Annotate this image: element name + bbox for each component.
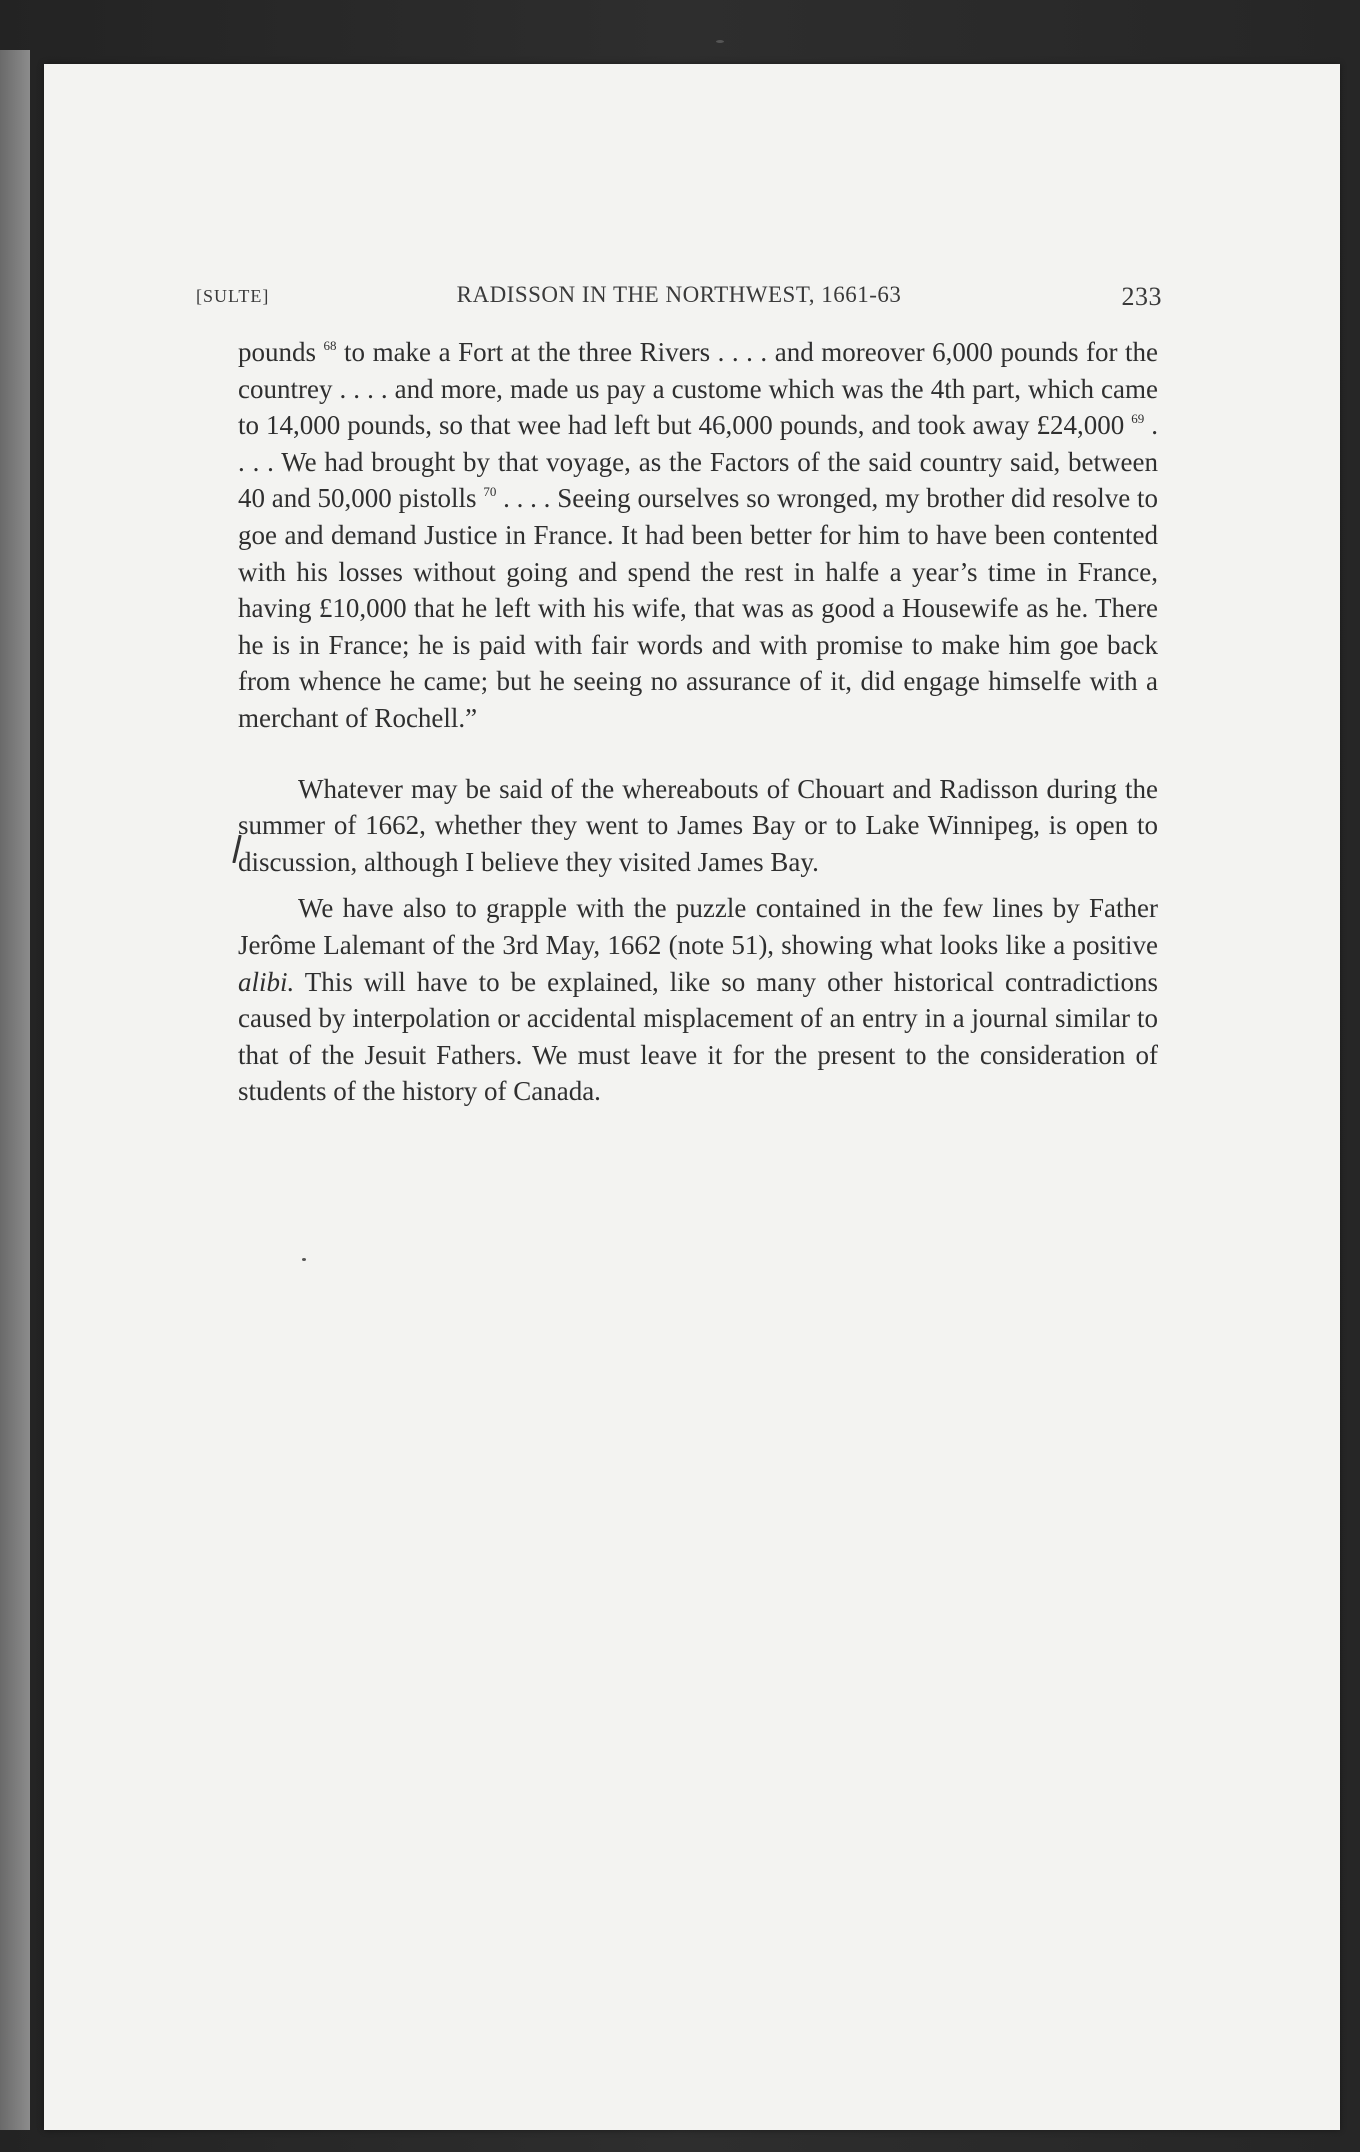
quote-paragraph	[238, 334, 1158, 737]
text-run: We have also to grapple with the puzzle contained in the few lines by Father Jerôme Lalemant of the 3rd May, 1662 (note 51), showing what looks like a positive	[238, 893, 1158, 960]
page-number: 233	[1121, 282, 1162, 311]
paper-speck	[302, 1258, 306, 1261]
text-run: pounds	[238, 337, 324, 367]
footnote-ref-69: 69	[1131, 411, 1145, 427]
facing-page-edge	[0, 50, 30, 2130]
italic-alibi: alibi.	[238, 966, 295, 997]
text-run: Whatever may be said of the whereabouts of Chouart and Radisson during the summer of 1662, whether they went to James Bay or to Lake Winnipeg, is open to discussion, although I believe they visited James Bay.	[238, 773, 1158, 877]
text-run: This will have to be explained, like so many other historical contradictions caused by interpolation or accidental misplacement of an entry in a journal similar to that of the Jesuit Fathers. We must leave it for the present to the consideration of students of the history of Canada.	[238, 966, 1158, 1107]
text-run: . . . . Seeing ourselves so wronged, my brother did resolve to goe and demand Justice in France. It had been better for him to have been contented with his losses without going and spend the rest in halfe a year’s time in France, having £10,000 that he left with his wife, that was as good a Housewife as he. There he is in France; he is paid with fair words and with promise to make him goe back from whence he came; but he seeing no assurance of it, did engage himselfe with a merchant of Rochell.”	[238, 483, 1158, 733]
running-head	[196, 282, 1162, 316]
footnote-ref-70: 70	[483, 484, 497, 500]
paragraph-puzzle	[238, 890, 1158, 1110]
text-run: to make a Fort at the three Rivers . . . . and moreover 6,000 pounds for the countrey . . . . and more, made us pay a custome which was the 4th part, which came to 14,000 pounds, so that wee had left but 46,000 pounds, and took away £24,000	[238, 337, 1158, 441]
running-head-author: [SULTE]	[196, 286, 270, 306]
paragraph-whereabouts	[238, 771, 1158, 881]
text-run: . . . . We had brought by that voyage, as the Factors of the said country said, between 40 and 50,000 pistolls	[238, 410, 1158, 514]
footnote-ref-68: 68	[323, 338, 337, 353]
paper-speck	[716, 40, 724, 43]
body-text	[238, 334, 1158, 1110]
running-head-title: RADISSON IN THE NORTHWEST, 1661-63	[456, 282, 902, 307]
